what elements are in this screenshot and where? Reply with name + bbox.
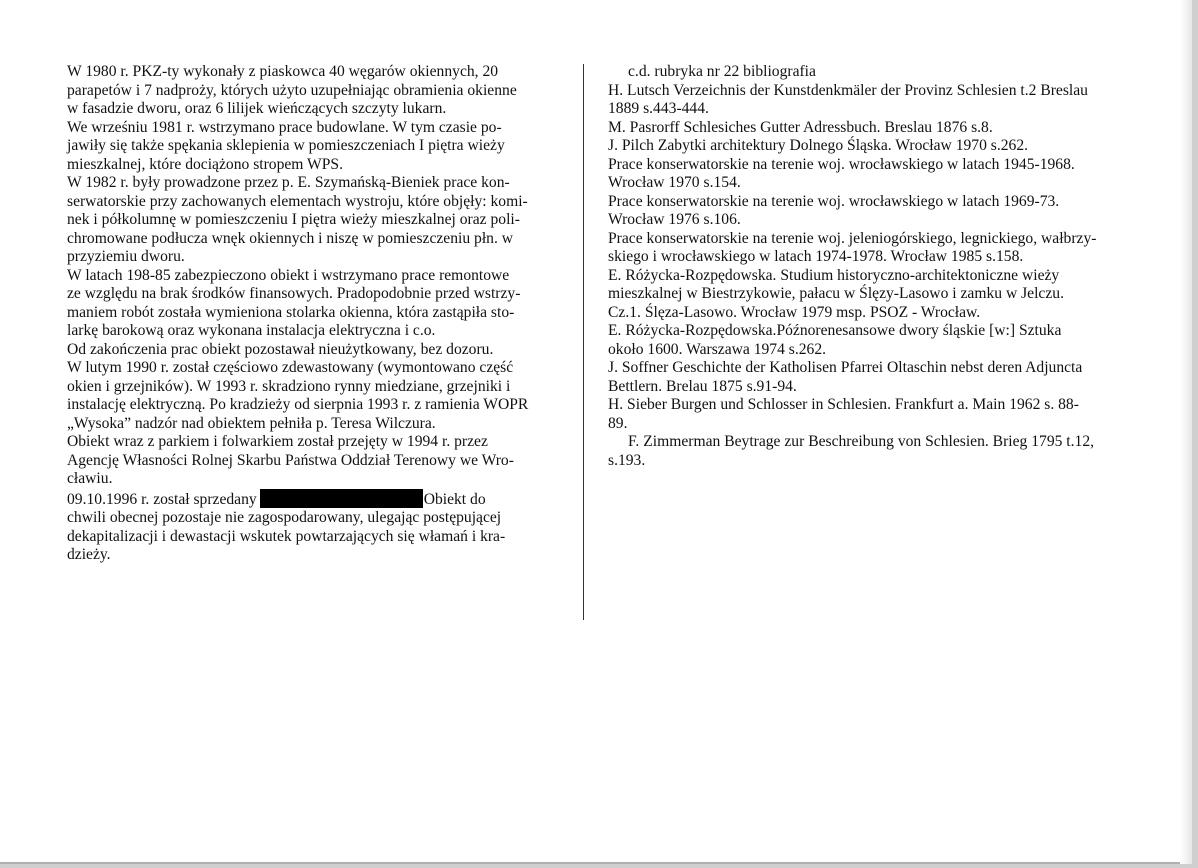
text-line: przyziemiu dworu. bbox=[67, 248, 185, 265]
text-line: Agencję Własności Rolnej Skarbu Państwa Oddział Terenowy we Wro- bbox=[67, 451, 514, 469]
text-line: J. Pilch Zabytki architektury Dolnego Śląska. Wrocław 1970 s.262. bbox=[608, 137, 1029, 154]
bibliography-entry bbox=[608, 193, 1128, 230]
text-line: nek i półkolumnę w pomieszczeniu I piętra wieży mieszkalnej oraz poli- bbox=[67, 211, 520, 228]
text-line: Prace konserwatorskie na terenie woj. jeleniogórskiego, legnickiego, wałbrzy- bbox=[608, 229, 1097, 247]
text-line: parapetów i 7 nadproży, których użyto uzupełniając obramienia okienne bbox=[67, 81, 517, 99]
paragraph-1994 bbox=[35, 433, 550, 489]
text-line: E. Różycka-Rozpędowska.Późnorenesansowe dwory śląskie [w:] Sztuka bbox=[608, 322, 1062, 339]
text-line: serwatorskie przy zachowanych elementach wystroju, które objęły: komi- bbox=[67, 192, 528, 210]
text-line: mieszkalnej w Biestrzykowie, pałacu w Ślęzy-Lasowo i zamku w Jelczu. bbox=[608, 285, 1064, 302]
text-line: s.193. bbox=[608, 451, 646, 469]
bibliography-entry bbox=[608, 119, 1128, 138]
paragraph-1980 bbox=[35, 63, 550, 119]
bibliography-column bbox=[608, 63, 1128, 470]
sale-date-text: 09.10.1996 r. został sprzedany bbox=[67, 490, 257, 508]
text-line: jawiły się także spękania sklepienia w pomieszczeniach I piętra wieży bbox=[67, 137, 505, 154]
text-line: Prace konserwatorskie na terenie woj. wrocławskiego w latach 1945-1968. bbox=[608, 155, 1075, 173]
paragraph-1990-1993 bbox=[35, 341, 550, 434]
text-line: F. Zimmerman Beytrage zur Beschreibung von Schlesien. Brieg 1795 t.12, bbox=[628, 433, 1095, 450]
bibliography-entry bbox=[608, 267, 1128, 323]
text-line: W lutym 1990 r. został częściowo zdewastowany (wymontowano część bbox=[67, 359, 514, 376]
paragraph-1996 bbox=[35, 489, 550, 565]
text-line: dzieży. bbox=[67, 546, 111, 563]
text-line: cławiu. bbox=[67, 470, 113, 487]
text-line: 1889 s.443-444. bbox=[608, 100, 709, 117]
text-line bbox=[35, 489, 550, 510]
text-line: „Wysoka” nadzór nad obiektem pełniła p. Teresa Wilczura. bbox=[67, 414, 436, 432]
text-line: We wrześniu 1981 r. wstrzymano prace budowlane. W tym czasie po- bbox=[67, 118, 502, 136]
bibliography-entry bbox=[608, 137, 1128, 156]
bibliography-entry bbox=[608, 359, 1128, 396]
history-column bbox=[35, 63, 550, 565]
text-line: maniem robót została wymieniona stolarka okienna, która zastąpiła sto- bbox=[67, 303, 515, 321]
text-line: 89. bbox=[608, 414, 628, 432]
text-line: Obiekt wraz z parkiem i folwarkiem został przejęty w 1994 r. przez bbox=[67, 433, 488, 450]
text-line: Wrocław 1970 s.154. bbox=[608, 174, 741, 191]
bibliography-entry bbox=[608, 396, 1128, 433]
text-line: dekapitalizacji i dewastacji wskutek powtarzających się włamań i kra- bbox=[67, 527, 506, 545]
text-line: W latach 198-85 zabezpieczono obiekt i wstrzymano prace remontowe bbox=[67, 266, 510, 284]
bibliography-entry bbox=[608, 322, 1128, 359]
text-line: Od zakończenia prac obiekt pozostawał nieużytkowany, bez dozoru. bbox=[67, 340, 494, 358]
bibliography-entry bbox=[608, 82, 1128, 119]
text-line: Bettlern. Brelau 1875 s.91-94. bbox=[608, 377, 797, 395]
bibliography-entry bbox=[608, 230, 1128, 267]
text-line: E. Różycka-Rozpędowska. Studium historyczno-architektoniczne wieży bbox=[608, 266, 1060, 284]
text-line: okien i grzejników). W 1993 r. skradziono rynny miedziane, grzejniki i bbox=[67, 377, 511, 395]
text-line: mieszkalnej, które dociążono stropem WPS. bbox=[67, 155, 344, 173]
text-line: instalację elektryczną. Po kradzieży od sierpnia 1993 r. z ramienia WOPR bbox=[67, 396, 529, 413]
text-line: H. Sieber Burgen und Schlosser in Schlesien. Frankfurt a. Main 1962 s. 88- bbox=[608, 396, 1079, 413]
text-line: J. Soffner Geschichte der Katholisen Pfarrei Oltaschin nebst deren Adjuncta bbox=[608, 359, 1083, 376]
text-line: Prace konserwatorskie na terenie woj. wrocławskiego w latach 1969-73. bbox=[608, 192, 1060, 210]
text-line: chromowane podłucza wnęk okiennych i niszę w pomieszczeniu płn. w bbox=[67, 229, 514, 247]
column-divider bbox=[583, 64, 584, 620]
paragraph-1983-85 bbox=[35, 267, 550, 341]
bibliography-entry bbox=[608, 433, 1128, 470]
text-line: larkę barokową oraz wykonana instalacja elektryczna i c.o. bbox=[67, 322, 436, 339]
text-line: M. Pasrorff Schlesiches Gutter Adressbuch. Breslau 1876 s.8. bbox=[608, 118, 993, 136]
text-line: w fasadzie dworu, oraz 6 lilijek wieńczących szczyty lukarn. bbox=[67, 100, 447, 117]
text-line: ze względu na brak środków finansowych. Pradopodobnie przed wstrzy- bbox=[67, 285, 521, 302]
text-line: Cz.1. Ślęza-Lasowo. Wrocław 1979 msp. PSOZ - Wrocław. bbox=[608, 303, 981, 321]
text-line: W 1980 r. PKZ-ty wykonały z piaskowca 40 węgarów okiennych, 20 bbox=[67, 63, 499, 80]
page-edge bbox=[1180, 0, 1192, 864]
paragraph-1982 bbox=[35, 174, 550, 267]
text-line: W 1982 r. były prowadzone przez p. E. Szymańską-Bieniek prace kon- bbox=[67, 174, 510, 191]
sale-continuation-text: Obiekt do bbox=[423, 490, 486, 508]
redaction-bar bbox=[260, 489, 423, 508]
text-line: około 1600. Warszawa 1974 s.262. bbox=[608, 340, 827, 358]
text-line: Wrocław 1976 s.106. bbox=[608, 211, 741, 228]
paragraph-1981 bbox=[35, 119, 550, 175]
text-line: chwili obecnej pozostaje nie zagospodarowany, ulegając postępującej bbox=[67, 509, 502, 526]
text-line: skiego i wrocławskiego w latach 1974-1978. Wrocław 1985 s.158. bbox=[608, 248, 1024, 265]
text-line: H. Lutsch Verzeichnis der Kunstdenkmäler der Provinz Schlesien t.2 Breslau bbox=[608, 81, 1088, 99]
bibliography-entry bbox=[608, 156, 1128, 193]
bibliography-heading: c.d. rubryka nr 22 bibliografia bbox=[628, 63, 816, 80]
